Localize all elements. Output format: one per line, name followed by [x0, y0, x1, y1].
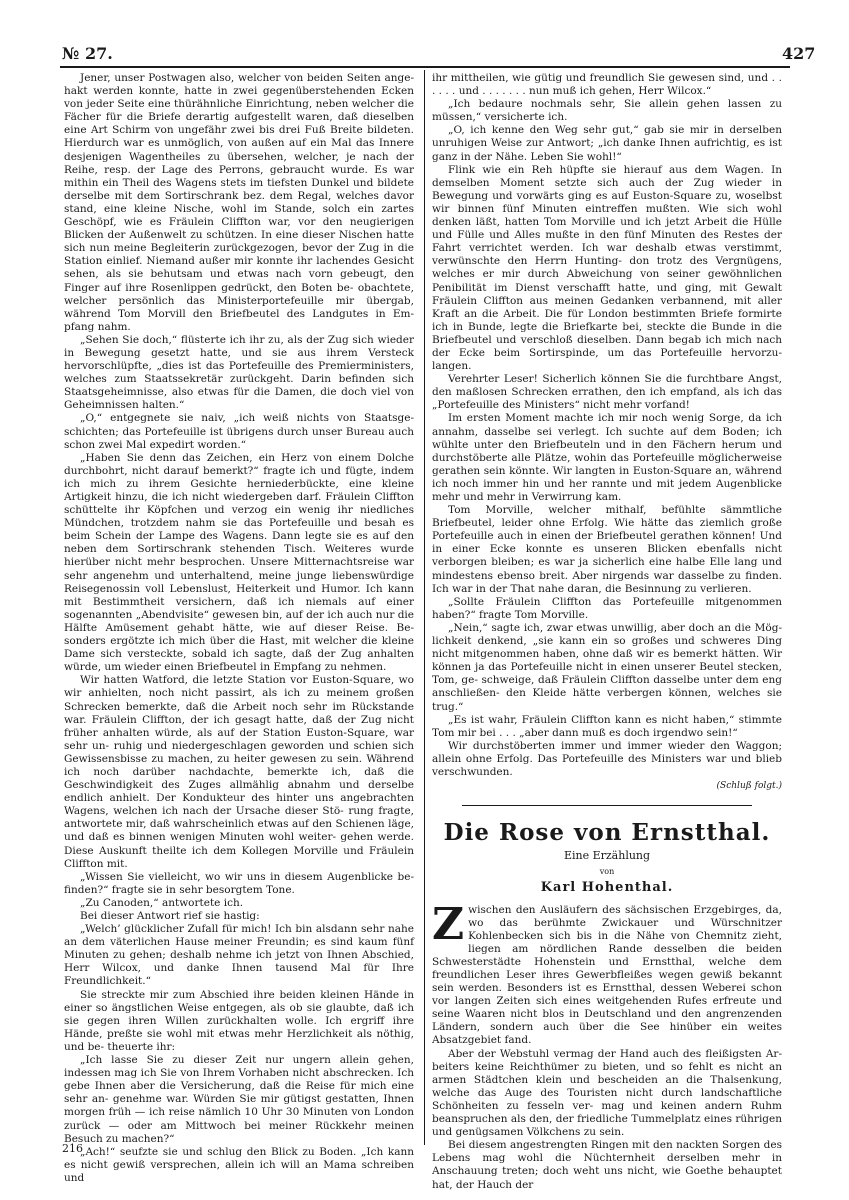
paragraph: „Nein,“ sagte ich, zwar etwas unwillig, aber doch an die Mög- lichkeit denkend, „sie kann ein so großes und schweres Ding nicht mitgenommen haben, ohne daß wir es bemerkt hätten. Wir können ja das Portefeuille nicht in einen unserer Beutel stecken, Tom, ge- schweige, daß Fräulein Cliffton dasselbe unter dem eng anschließen- den Kleide hätte verbergen können, welches sie trug.“	[432, 621, 782, 713]
paragraph: ihr mittheilen, wie gütig und freundlich Sie gewesen sind, und . . . . . . und . . . . . . . nun muß ich gehen, Herr Wilcox.“	[432, 72, 782, 98]
story-title: Die Rose von Ernstthal.	[443, 819, 771, 847]
story-byline-von: von	[599, 867, 615, 877]
paragraph: „Ich lasse Sie zu dieser Zeit nur ungern allein gehen, indessen mag ich Sie von Ihrem Vorhaben nicht abschrecken. Ich gebe Ihnen aber die Versicherung, daß die Reise für mich eine sehr an- genehme war. Würden Sie mir gütigst gestatten, Ihnen morgen früh — ich reise nämlich 10 Uhr 30 Minuten von London zurück — oder am Mittwoch bei meiner Rückkehr meinen Besuch zu machen?“	[64, 1054, 414, 1145]
paragraph: Sie streckte mir zum Abschied ihre beiden kleinen Hände in einer so ängstlichen Weise entgegen, als ob sie glaubte, daß ich sie gegen ihren Willen zurückhalten wolle. Ich ergriff ihre Hände, preßte sie wohl mit etwas mehr Herzlichkeit als nöthig, und be- theuerte ihr:	[64, 988, 414, 1053]
paragraph: „Sehen Sie doch,“ flüsterte ich ihr zu, als der Zug sich wieder in Bewegung gesetzt hatte, und sie aus ihrem Versteck hervorschlüpfte, „dies ist das Portefeuille des Premierministers, welches zum Staatssekretär zurückgeht. Darin befinden sich Staatsgeheimnisse, also etwas für die Damen, die doch viel von Geheimnissen halten.“	[64, 333, 414, 412]
right-column	[432, 72, 782, 1192]
paragraph: Verehrter Leser! Sicherlich können Sie die furchtbare Angst, den maßlosen Schrecken errathen, den ich empfand, als ich das „Portefeuille des Ministers“ nicht mehr vorfand!	[432, 373, 782, 412]
paragraph: Wir hatten Watford, die letzte Station vor Euston-Square, wo wir anhielten, noch nicht passirt, als ich zu meinem großen Schrecken bemerkte, daß die Arbeit noch sehr im Rückstande war. Fräulein Cliffton, der ich gesagt hatte, daß der Zug nicht früher anhalten würde, als auf der Station Euston-Square, war sehr un- ruhig und niedergeschlagen geworden und schien sich Gewissensbisse zu machen, zu heiter gewesen zu sein. Während ich noch darüber nachdachte, bemerkte ich, daß die Geschwindigkeit des Zuges allmählig abnahm und derselbe endlich anhielt. Der Kondukteur des hinter uns angebrachten Wagens, welchen ich nach der Ursache dieser Stö- rung fragte, antwortete mir, daß wahrscheinlich etwas auf den Schienen läge, und daß es binnen wenigen Minuten wohl weiter- gehen werde. Diese Auskunft theilte ich dem Kollegen Morville und Fräulein Cliffton mit.	[64, 674, 414, 870]
paragraph: Tom Morville, welcher mithalf, befühlte sämmtliche Briefbeutel, leider ohne Erfolg. Wie hätte das ziemlich große Portefeuille auch in einen der Briefbeutel gerathen können! Und in einer Ecke konnte es unseren Blicken ebenfalls nicht verborgen bleiben; es war ja sicherlich eine halbe Elle lang und mindestens ebenso breit. Aber nirgends war dasselbe zu finden. Ich war in der That nahe daran, die Besinnung zu verlieren.	[432, 504, 782, 595]
paragraph: „Sollte Fräulein Cliffton das Portefeuille mitgenommen haben?“ fragte Tom Morville.	[432, 595, 782, 621]
paragraph-text: wischen den Ausläufern des sächsischen Erzgebirges, da, wo das berühmte Zwickauer und Würschnitzer Kohlenbecken sich bis in die Nähe von Chemnitz zieht, liegen am nördlichen Rande desselben die beiden Schwesterstädte Hohenstein und Ernstthal, welche dem freundlichen Leser ihres Gewerbfleißes wegen gewiß bekannt sein werden. Besonders ist es Ernstthal, dessen Weberei schon vor langen Zeiten sich eines weitgehenden Rufes erfreute und seine Waaren nicht blos in Deutschland und den angrenzenden Ländern, sondern auch über die See hinüber ein weites Absatzgebiet fand.	[432, 903, 782, 1047]
paragraph: Wir durchstöberten immer und immer wieder den Waggon; allein ohne Erfolg. Das Portefeuille des Ministers war und blieb verschwunden.	[432, 739, 782, 778]
paragraph: „Zu Canoden,“ antwortete ich.	[80, 896, 244, 909]
paragraph: „Ich bedaure nochmals sehr, Sie allein gehen lassen zu müssen,“ versicherte ich.	[432, 98, 782, 124]
issue-number: № 27.	[62, 44, 113, 63]
drop-cap: Z	[432, 898, 465, 950]
page-number: 427	[782, 44, 816, 63]
left-column	[64, 72, 414, 1185]
story-subtitle: Eine Erzählung	[563, 849, 651, 863]
section-rule	[462, 805, 752, 806]
paragraph: „O, ich kenne den Weg sehr gut,“ gab sie mir in derselben unruhigen Weise zur Antwort; „ich danke Ihnen aufrichtig, es ist ganz in der Nähe. Leben Sie wohl!“	[432, 124, 782, 163]
paragraph: „O,“ entgegnete sie naiv, „ich weiß nichts von Staatsge- schichten; das Portefeuille ist übrigens durch unser Bureau auch schon zwei Mal expedirt worden.“	[64, 412, 414, 451]
paragraph: Bei diesem angestrengten Ringen mit den nackten Sorgen des Lebens mag wohl die Nüchternheit derselben mehr in Anschauung treten; doch weht uns nicht, wie Goethe behauptet hat, der Hauch der	[432, 1139, 782, 1191]
paragraph: Flink wie ein Reh hüpfte sie hierauf aus dem Wagen. In demselben Moment setzte sich auch der Zug wieder in Bewegung und vorwärts ging es auf Euston-Square zu, woselbst wir binnen fünf Minuten eintreffen mußten. Wie sich wohl denken läßt, hatten Tom Morville und ich jetzt Arbeit die Hülle und Fülle und Alles mußte in den fünf Minuten des Restes der Fahrt verrichtet werden. Ich war deshalb etwas verstimmt, verwünschte den Herrn Hunting- don trotz des Vergnügens, welches er mir durch Abweichung von seiner gewöhnlichen Penibilität im Dienst verschafft hatte, und ging, mit Gewalt Fräulein Cliffton aus meinen Gedanken verbannend, mit aller Kraft an die Arbeit. Die für London bestimmten Briefe formirte ich in Bunde, legte die Briefkarte bei, steckte die Bunde in die Briefbeutel und verschloß dieselben. Dann begab ich mich nach der Ecke beim Sortirspinde, um das Portefeuille hervorzu- langen.	[432, 163, 782, 373]
paragraph: Bei dieser Antwort rief sie hastig:	[80, 910, 260, 922]
paragraph: „Wissen Sie vielleicht, wo wir uns in diesem Augenblicke be- finden?“ fragte sie in sehr besorgtem Tone.	[64, 870, 414, 896]
story-author: Karl Hohenthal.	[540, 880, 674, 896]
footer-page-number: 216	[62, 1142, 83, 1155]
paragraph: Aber der Webstuhl vermag der Hand auch des fleißigsten Ar- beiters keine Reichthümer zu bieten, und so fehlt es nicht an armen Städtchen klein und bescheiden an die Thalsenkung, welche das Auge des Touristen nicht durch landschaftliche Schönheiten zu fesseln ver- mag und keinen andern Ruhm beanspruchen als den, der friedliche Tummelplatz eines rührigen und genügsamen Völkchens zu sein.	[432, 1047, 782, 1139]
story-body	[432, 898, 782, 1192]
header-rule	[60, 66, 790, 68]
paragraph: „Haben Sie denn das Zeichen, ein Herz von einem Dolche durchbohrt, nicht darauf bemerkt?“ fragte ich und fügte, indem ich mich zu ihrem Gesichte herniederbückte, eine kleine Artigkeit hinzu, die ich nicht wiedergeben darf. Fräulein Cliffton schüttelte ihr Köpfchen und verzog ein wenig ihr niedliches Mündchen, trotzdem nahm sie das Portefeuille und besah es beim Schein der Lampe des Wagens. Dann legte sie es auf den neben dem Sortirschrank stehenden Tisch. Weiteres wurde hierüber nicht mehr besprochen. Unsere Mitternachtsreise war sehr angenehm und unterhaltend, meine junge liebenswürdige Reisegenossin voll Lebenslust, Heiterkeit und Humor. Ich kann mit Bestimmtheit versichern, daß ich niemals auf einer sogenannten „Abendvisite“ gewesen bin, auf der ich auch nur die Hälfte Amüsement gehabt hätte, wie auf dieser Reise. Be- sonders ergötzte ich mich über die Hast, mit welcher die kleine Dame sich versteckte, sobald ich sagte, daß der Zug anhalten würde, um wieder einen Briefbeutel in Empfang zu nehmen.	[64, 451, 414, 674]
paragraph: Im ersten Moment machte ich mir noch wenig Sorge, da ich annahm, dasselbe sei verlegt. Ich suchte auf dem Boden; ich wühlte unter den Briefbeuteln und in den Fächern herum und durchstöberte alle Plätze, wohin das Portefeuille möglicherweise gerathen sein könnte. Wir langten in Euston-Square an, während ich noch immer hin und her rannte und mit jedem Augenblicke mehr und mehr in Verwirrung kam.	[432, 412, 782, 503]
paragraph: „Ach!“ seufzte sie und schlug den Blick zu Boden. „Ich kann es nicht gewiß versprechen, allein ich will an Mama schreiben und	[64, 1145, 414, 1184]
paragraph	[432, 898, 782, 1048]
continued-note: (Schluß folgt.)	[716, 781, 782, 792]
paragraph: Jener, unser Postwagen also, welcher von beiden Seiten ange- hakt werden konnte, hatte in zwei gegenüberstehenden Ecken von jeder Seite eine thürähnliche Einrichtung, neben welcher die Fächer für die Briefe derartig aufgestellt waren, daß dieselben eine Art Schirm von ungefähr zwei bis drei Fuß Breite bildeten. Hierdurch war es unmöglich, von außen auf ein Mal das Innere desjenigen Wagentheiles zu übersehen, welcher, je nach der Reihe, resp. der Lage des Perrons, gebraucht wurde. Es war mithin ein Theil des Wagens stets im tiefsten Dunkel und bildete derselbe mit dem Sortirschrank bez. dem Regal, welches davor stand, eine kleine Nische, wohl im Stande, solch ein zartes Geschöpf, wie es Fräulein Cliffton war, vor den neugierigen Blicken der Außenwelt zu schützen. In eine dieser Nischen hatte sich nun meine Begleiterin zurückgezogen, bevor der Zug in die Station einlief. Niemand außer mir konnte ihr lachendes Gesicht sehen, als sie behutsam und etwas nach vorn gebeugt, den Finger auf ihre Rosenlippen gedrückt, den Boten be- obachtete, welcher persönlich das Ministerportefeuille mir übergab, während Tom Morvill den Briefbeutel des Landgutes in Em- pfang nahm.	[64, 72, 414, 333]
column-divider	[424, 70, 425, 1145]
paragraph: „Welch’ glücklicher Zufall für mich! Ich bin alsdann sehr nahe an dem väterlichen Hause meiner Freundin; es sind kaum fünf Minuten zu gehen; deshalb nehme ich jetzt von Ihnen Abschied, Herr Wilcox, und danke Ihnen tausend Mal für Ihre Freundlichkeit.“	[64, 923, 414, 988]
paragraph: „Es ist wahr, Fräulein Cliffton kann es nicht haben,“ stimmte Tom mir bei . . . „aber dann muß es doch irgendwo sein!“	[432, 713, 782, 739]
